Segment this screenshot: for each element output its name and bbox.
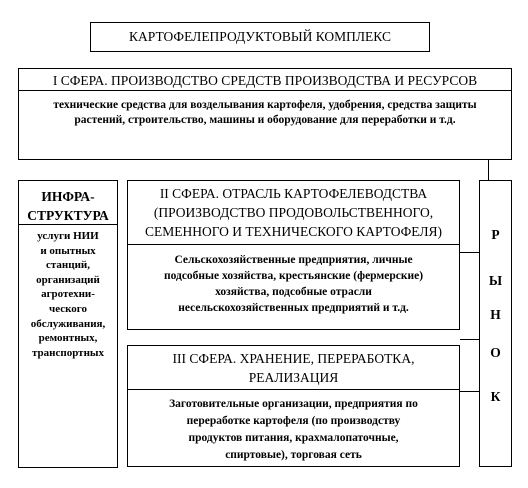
sphere2-body-line: хозяйства, подсобные отрасли [215,286,372,298]
infrastructure-body [19,225,117,360]
sphere3-title-line: РЕАЛИЗАЦИЯ [248,370,339,385]
sphere2-box [127,180,460,330]
infrastructure-title [19,181,117,225]
diagram-title: КАРТОФЕЛЕПРОДУКТОВЫЙ КОМПЛЕКС [129,29,391,44]
sphere3-body-line: переработке картофеля (по производству [186,415,401,427]
infrastructure-body-line: услуги НИИ [37,230,99,242]
infrastructure-body-line: и опытных [40,244,96,257]
sphere2-title-line: II СФЕРА. ОТРАСЛЬ КАРТОФЕЛЕВОДСТВА [159,186,428,201]
market-letter: Р [491,227,500,242]
market-letter: Ы [488,273,503,288]
sphere3-body-line: продуктов питания, крахмалопаточные, [188,432,399,444]
infrastructure-box [18,180,118,468]
connector-sphere1-to-market [488,160,489,180]
sphere2-body-line: подсобные хозяйства, крестьянские (фермерские) [163,270,424,282]
sphere1-title: I СФЕРА. ПРОИЗВОДСТВО СРЕДСТВ ПРОИЗВОДСТВА И РЕСУРСОВ [19,69,511,91]
connector-sphere2-to-sphere3 [460,339,479,340]
infrastructure-body-line: станций, [45,259,91,272]
connector-sphere2-to-market [460,252,479,253]
sphere2-title-line: (ПРОИЗВОДСТВО ПРОДОВОЛЬСТВЕННОГО, [153,205,434,220]
infrastructure-title-line2: СТРУКТУРА [27,208,109,223]
market-letter: К [490,389,501,404]
connector-sphere3-to-market [460,391,479,392]
infrastructure-body-line: обслуживания, [30,317,106,330]
sphere3-title-line: III СФЕРА. ХРАНЕНИЕ, ПЕРЕРАБОТКА, [172,351,415,366]
sphere3-box [127,345,460,467]
infrastructure-body-line: агротехни- [41,288,95,301]
market-box [479,180,512,467]
infrastructure-body-line: ремонтных, [38,332,98,345]
market-letter: О [490,345,501,360]
sphere3-title [128,346,459,390]
sphere2-title [128,181,459,245]
infrastructure-body-line: ческого [48,302,88,315]
sphere3-body [132,396,455,464]
diagram-title-box [90,22,430,52]
infrastructure-title-line1: ИНФРА- [41,189,95,204]
sphere1-body: технические средства для возделывания картофеля, удобрения, средства защиты растений, строительство, машины и оборудование для переработки и т.д. [53,99,477,126]
infrastructure-body-line: организаций [36,273,100,286]
market-letter: Н [490,307,501,322]
sphere2-body-line: Сельскохозяйственные предприятия, личные [174,254,413,266]
sphere2-body-line: несельскохозяйственных предприятий и т.д. [178,302,409,314]
sphere2-body [132,252,455,316]
sphere1-box [18,68,512,160]
sphere3-body-line: спиртовые), торговая сеть [225,449,362,461]
sphere3-body-line: Заготовительные организации, предприятия по [169,398,418,410]
infrastructure-body-line: транспортных [31,346,104,359]
sphere2-title-line: СЕМЕННОГО И ТЕХНИЧЕСКОГО КАРТОФЕЛЯ) [144,224,443,239]
